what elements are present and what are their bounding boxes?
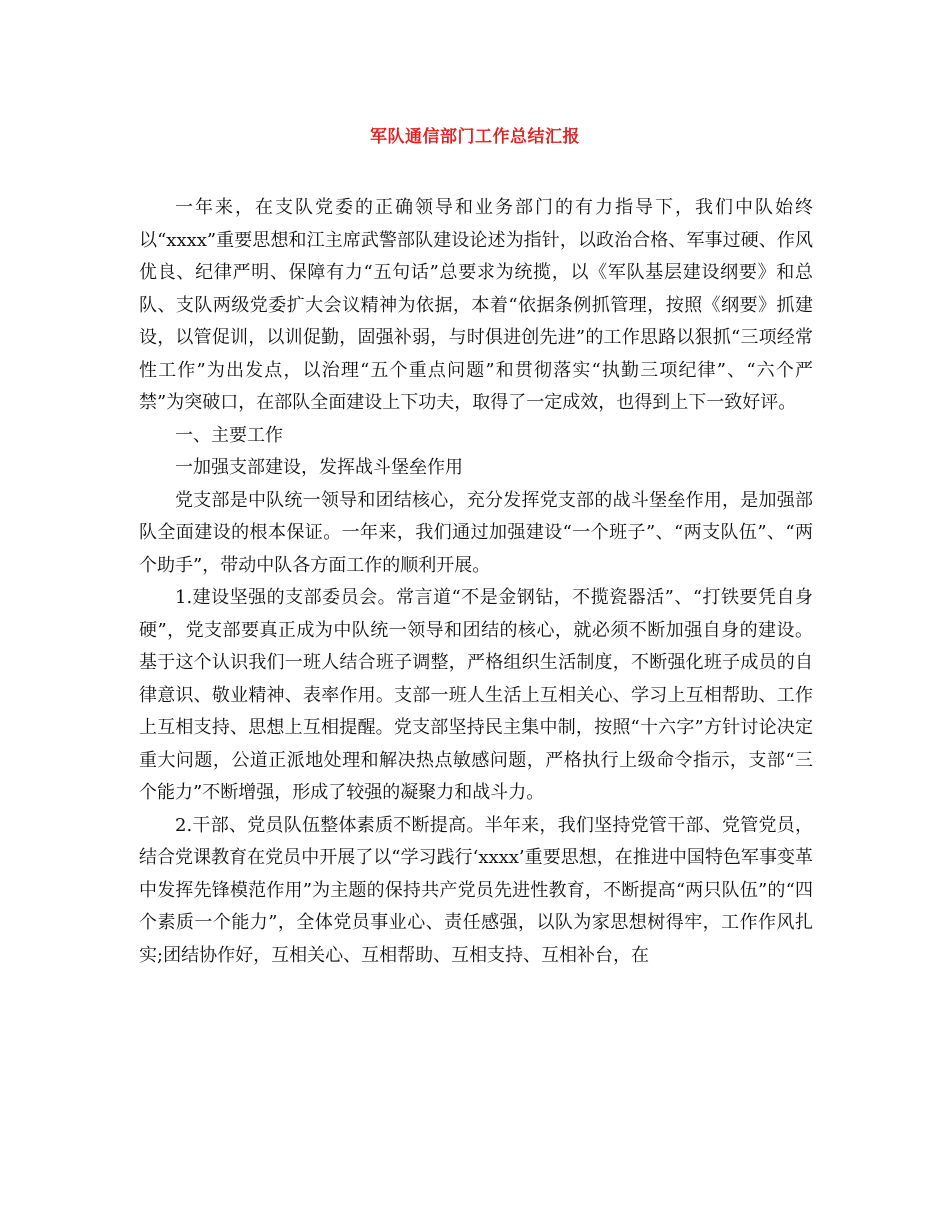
- document-body: [139, 192, 813, 972]
- subheading-party-branch: 一加强支部建设，发挥战斗堡垒作用: [175, 457, 463, 478]
- paragraph-intro: 一年来，在支队党委的正确领导和业务部门的有力指导下，我们中队始终以“xxxx”重要思想和江主席武警部队建设论述为指针，以政治合格、军事过硬、作风优良、纪律严明、保障有力“五句话”总要求为统揽，以《军队基层建设纲要》和总队、支队两级党委扩大会议精神为依据，本着“依据条例抓管理，按照《纲要》抓建设，以管促训，以训促勤，固强补弱，与时俱进创先进”的工作思路以狠抓“三项经常性工作”为出发点，以治理“五个重点问题”和贯彻落实“执勤三项纪律”、“六个严禁”为突破口，在部队全面建设上下功夫，取得了一定成效，也得到上下一致好评。: [139, 197, 813, 413]
- paragraph-item-1: 1.建设坚强的支部委员会。常言道“不是金钢钻，不揽瓷器活”、“打铁要凭自身硬”，党支部要真正成为中队统一领导和团结的核心，就必须不断加强自身的建设。基于这个认识我们一班人结合班子调整，严格组织生活制度，不断强化班子成员的自律意识、敬业精神、表率作用。支部一班人生活上互相关心、学习上互相帮助、工作上互相支持、思想上互相提醒。党支部坚持民主集中制，按照“十六字”方针讨论决定重大问题，公道正派地处理和解决热点敏感问题，严格执行上级命令指示，支部“三个能力”不断增强，形成了较强的凝聚力和战斗力。: [139, 587, 813, 803]
- paragraph-party-branch: 党支部是中队统一领导和团结核心，充分发挥党支部的战斗堡垒作用，是加强部队全面建设的根本保证。一年来，我们通过加强建设“一个班子”、“两支队伍”、“两个助手”，带动中队各方面工作的顺利开展。: [139, 489, 813, 576]
- section-heading-main-work: 一、主要工作: [175, 424, 283, 446]
- document-title: 军队通信部门工作总结汇报: [370, 127, 580, 147]
- paragraph-item-2: 2.干部、党员队伍整体素质不断提高。半年来，我们坚持党管干部、党管党员，结合党课教育在党员中开展了以“学习践行‘xxxx’重要思想，在推进中国特色军事变革中发挥先锋模范作用”为主题的保持共产党员先进性教育，不断提高“两只队伍”的“四个素质一个能力”，全体党员事业心、责任感强，以队为家思想树得牢，工作作风扎实;团结协作好，互相关心、互相帮助、互相支持、互相补台，在: [139, 814, 813, 966]
